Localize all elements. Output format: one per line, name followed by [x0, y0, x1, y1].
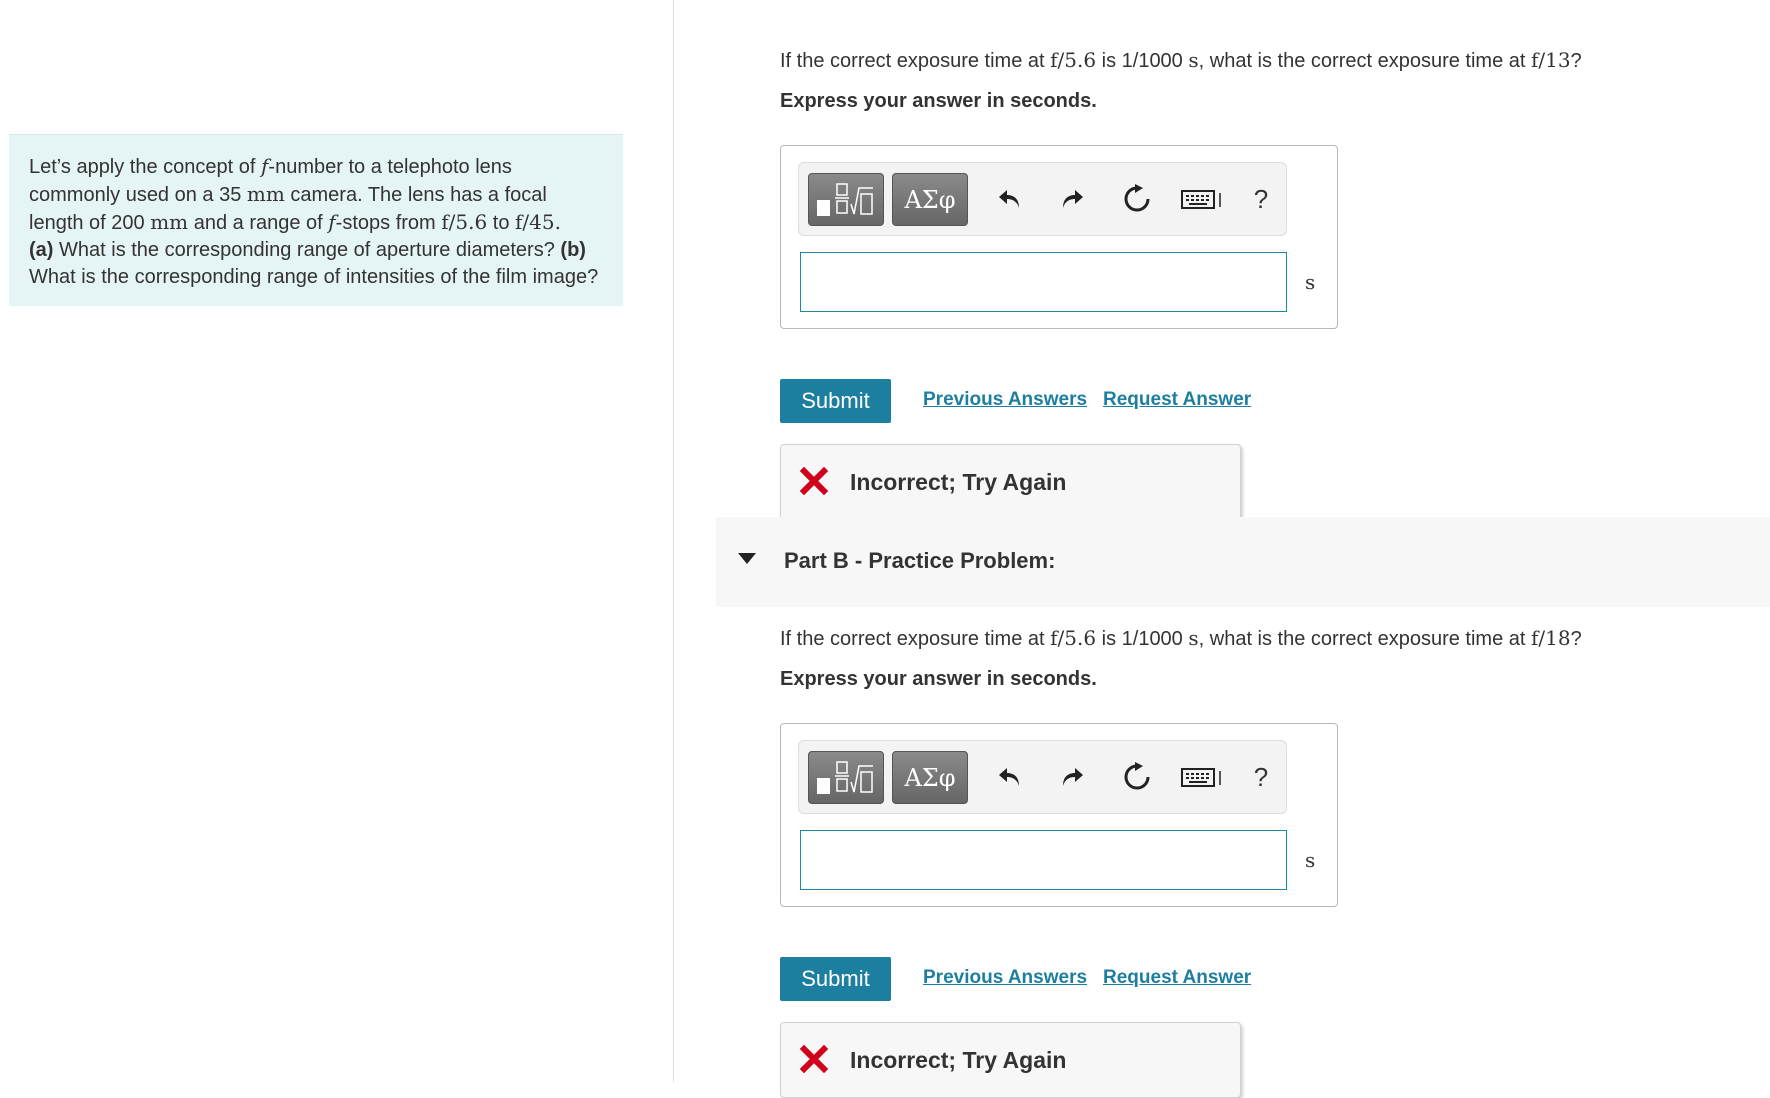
- answer-box: [780, 145, 1338, 329]
- intro-f: f: [261, 154, 269, 178]
- keyboard-icon[interactable]: [1180, 759, 1226, 795]
- reset-icon[interactable]: [1119, 759, 1155, 795]
- intro-text-2: -number to a telephoto lens commonly used on a 35: [29, 156, 512, 206]
- question-part-b: [780, 623, 1680, 1073]
- redo-icon[interactable]: [1054, 759, 1090, 795]
- keyboard-icon[interactable]: [1180, 181, 1226, 217]
- greek-symbols-button[interactable]: [892, 751, 968, 804]
- submit-button[interactable]: Submit: [780, 957, 891, 1001]
- instruction-text: Express your answer in seconds.: [780, 668, 1097, 690]
- templates-icon: [813, 758, 879, 798]
- q-mid2: , what is the correct exposure time at: [1198, 50, 1532, 72]
- part-b-label: (b): [560, 239, 586, 261]
- instruction-text: Express your answer in seconds.: [780, 90, 1097, 112]
- intro-f-2: f: [328, 210, 336, 234]
- q-pre: If the correct exposure time at: [780, 50, 1051, 72]
- part-b-header[interactable]: [716, 517, 1770, 607]
- previous-answers-link[interactable]: Previous Answers: [923, 389, 1088, 410]
- incorrect-x-icon: [800, 1045, 828, 1073]
- intro-fmax: f/45.: [515, 210, 561, 234]
- help-label: ?: [1253, 183, 1269, 214]
- redo-icon[interactable]: [1054, 181, 1090, 217]
- templates-button[interactable]: [808, 751, 884, 804]
- part-a-label: (a): [29, 239, 54, 261]
- greek-symbols-label: ΑΣφ: [904, 185, 956, 214]
- q-mid2: , what is the correct exposure time at: [1198, 628, 1532, 650]
- feedback-text: Incorrect; Try Again: [850, 1047, 1067, 1073]
- math-toolbar: [798, 162, 1287, 236]
- part-a-text: What is the corresponding range of aperture diameters?: [53, 239, 561, 261]
- q-f2: f/13: [1531, 48, 1571, 72]
- intro-text-5: -stops from: [335, 212, 442, 234]
- help-icon[interactable]: [1243, 181, 1279, 217]
- q-mid: is 1/1000: [1096, 628, 1189, 650]
- templates-button[interactable]: [808, 173, 884, 226]
- unit-label: s: [1305, 270, 1316, 294]
- intro-fmin: f/5.6: [441, 210, 488, 234]
- answer-input[interactable]: [800, 830, 1287, 890]
- part-b-text: What is the corresponding range of intensities of the film image?: [29, 266, 599, 288]
- q-end: ?: [1570, 50, 1582, 72]
- intro-text-3: camera. The lens has a focal length of 200: [29, 184, 547, 234]
- undo-icon[interactable]: [992, 181, 1028, 217]
- q-mid: is 1/1000: [1096, 50, 1189, 72]
- question-part-a: [780, 45, 1680, 495]
- help-icon[interactable]: [1243, 759, 1279, 795]
- request-answer-link[interactable]: Request Answer: [1103, 967, 1252, 988]
- answer-input[interactable]: [800, 252, 1287, 312]
- feedback-text: Incorrect; Try Again: [850, 469, 1067, 495]
- column-divider: [673, 0, 674, 1082]
- q-f1: f/5.6: [1050, 626, 1097, 650]
- q-s: s: [1188, 626, 1199, 650]
- unit-label: s: [1305, 848, 1316, 872]
- problem-intro: [9, 134, 623, 306]
- incorrect-x-icon: [800, 467, 828, 495]
- caret-down-icon: [738, 553, 756, 565]
- intro-text-4: and a range of: [188, 212, 329, 234]
- part-b-title: Part B - Practice Problem:: [784, 548, 1056, 573]
- intro-text-6: to: [487, 212, 515, 234]
- intro-mm-2: mm: [150, 210, 189, 234]
- question-text: [780, 45, 1680, 75]
- math-toolbar: [798, 740, 1287, 814]
- undo-icon[interactable]: [992, 759, 1028, 795]
- intro-mm-1: mm: [246, 182, 285, 206]
- greek-symbols-label: ΑΣφ: [904, 763, 956, 792]
- previous-answers-link[interactable]: Previous Answers: [923, 967, 1088, 988]
- q-pre: If the correct exposure time at: [780, 628, 1051, 650]
- feedback-box: [780, 444, 1241, 520]
- feedback-box: [780, 1022, 1241, 1098]
- q-f2: f/18: [1531, 626, 1571, 650]
- q-end: ?: [1570, 628, 1582, 650]
- question-text: [780, 623, 1680, 653]
- q-s: s: [1188, 48, 1199, 72]
- greek-symbols-button[interactable]: [892, 173, 968, 226]
- submit-button[interactable]: Submit: [780, 379, 891, 423]
- intro-text-1: Let’s apply the concept of: [29, 156, 262, 178]
- answer-box: [780, 723, 1338, 907]
- request-answer-link[interactable]: Request Answer: [1103, 389, 1252, 410]
- reset-icon[interactable]: [1119, 181, 1155, 217]
- help-label: ?: [1253, 761, 1269, 792]
- templates-icon: [813, 180, 879, 220]
- q-f1: f/5.6: [1050, 48, 1097, 72]
